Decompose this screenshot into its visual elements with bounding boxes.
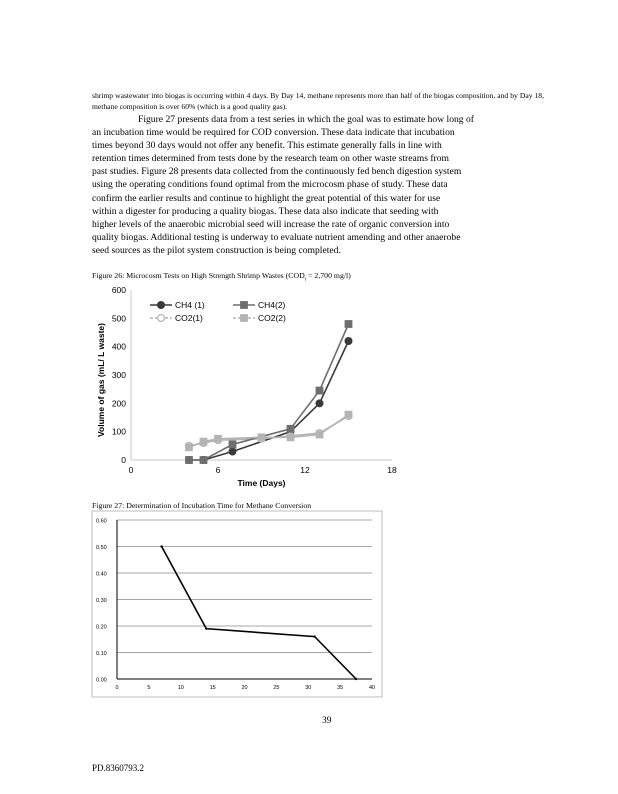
x-tick-label: 30 xyxy=(305,685,312,691)
figure-27-caption: Figure 27: Determination of Incubation Time for Methane Conversion xyxy=(92,501,312,510)
paragraph-line: seed sources as the pilot system construction is being completed. xyxy=(92,244,341,256)
legend-label: CO2(1) xyxy=(175,313,203,323)
y-tick-label: 0.50 xyxy=(96,545,107,551)
paragraph-line: Figure 27 presents data from a test series in which the goal was to estimate how long of xyxy=(138,114,474,125)
x-tick-label: 35 xyxy=(337,685,344,691)
paragraph-line: higher levels of the anaerobic microbial seed will increase the rate of organic conversion into xyxy=(92,218,450,230)
document-id: PD.8360793.2 xyxy=(92,763,145,773)
chart-frame xyxy=(92,511,382,697)
paragraph-line: retention times determined from tests done by the research team on other waste streams from xyxy=(92,153,449,165)
data-point xyxy=(205,627,207,629)
x-tick-label: 6 xyxy=(215,465,221,475)
figure-26-caption-end: = 2,700 mg/l) xyxy=(306,271,351,280)
y-tick-label: 400 xyxy=(111,341,126,352)
x-tick-label: 18 xyxy=(387,465,397,475)
x-tick-label: 15 xyxy=(209,685,216,691)
legend-label: CH4(2) xyxy=(258,300,286,310)
x-tick-label: 0 xyxy=(115,685,119,691)
figure-26-caption-text: Figure 26: Microcosm Tests on High Strength Shrimp Wastes (COD xyxy=(92,271,305,280)
paragraph-line: times beyond 30 days would not offer any benefit. This estimate generally falls in line with xyxy=(92,140,442,152)
x-tick-label: 20 xyxy=(241,685,248,691)
y-tick-label: 0.40 xyxy=(96,571,107,578)
figure-26-caption-subscript: t xyxy=(304,277,307,283)
data-point xyxy=(160,545,162,547)
page-number: 39 xyxy=(322,716,332,726)
paragraph-line: past studies. Figure 28 presents data collected from the continuously fed bench digestion system xyxy=(92,166,462,178)
legend-label: CO2(2) xyxy=(258,313,286,323)
y-tick-label: 200 xyxy=(111,398,126,409)
x-axis-title: Time (Days) xyxy=(237,478,286,488)
y-axis-title: Volume of gas (mL/ L waste) xyxy=(96,323,106,437)
y-tick-label: 0 xyxy=(121,455,126,465)
y-tick-label: 100 xyxy=(111,426,126,437)
data-point xyxy=(313,635,315,637)
y-tick-label: 500 xyxy=(111,313,126,324)
paragraph-line: confirm the earlier results and continue to highlight the great potential of this water for use xyxy=(92,192,441,204)
x-tick-label: 25 xyxy=(273,685,280,691)
intro-paragraph: shrimp wastewater into biogas is occurring within 4 days. By Day 14, methane represents more than half of the biogas composition, and by Day 18, methane composition is over 60% (which is a good quality gas). xyxy=(92,91,544,111)
y-tick-label: 0.10 xyxy=(96,651,107,657)
paragraph-line: an incubation time would be required for COD conversion. These data indicate that incubation xyxy=(92,127,455,139)
x-tick-label: 5 xyxy=(147,685,151,691)
x-tick-label: 10 xyxy=(177,685,184,691)
y-tick-label: 0.20 xyxy=(96,624,107,631)
x-tick-label: 12 xyxy=(300,465,310,475)
x-tick-label: 0 xyxy=(128,465,134,475)
legend-label: CH4 (1) xyxy=(175,300,205,310)
x-tick-label: 40 xyxy=(368,685,376,691)
y-tick-label: 300 xyxy=(111,370,126,380)
paragraph-line: using the operating conditions found optimal from the microcosm phase of study. These data xyxy=(92,179,448,191)
paragraph-line: within a digester for producing a quality biogas. These data also indicate that seeding with xyxy=(92,205,439,217)
data-point xyxy=(355,678,357,680)
series-line xyxy=(162,547,356,680)
y-tick-label: 0.30 xyxy=(96,598,107,604)
y-tick-label: 600 xyxy=(111,285,126,295)
y-tick-label: 0.60 xyxy=(96,518,107,525)
paragraph-line: quality biogas. Additional testing is underway to evaluate nutrient amending and other anaerobe xyxy=(92,231,461,243)
y-tick-label: 0.00 xyxy=(96,677,107,684)
